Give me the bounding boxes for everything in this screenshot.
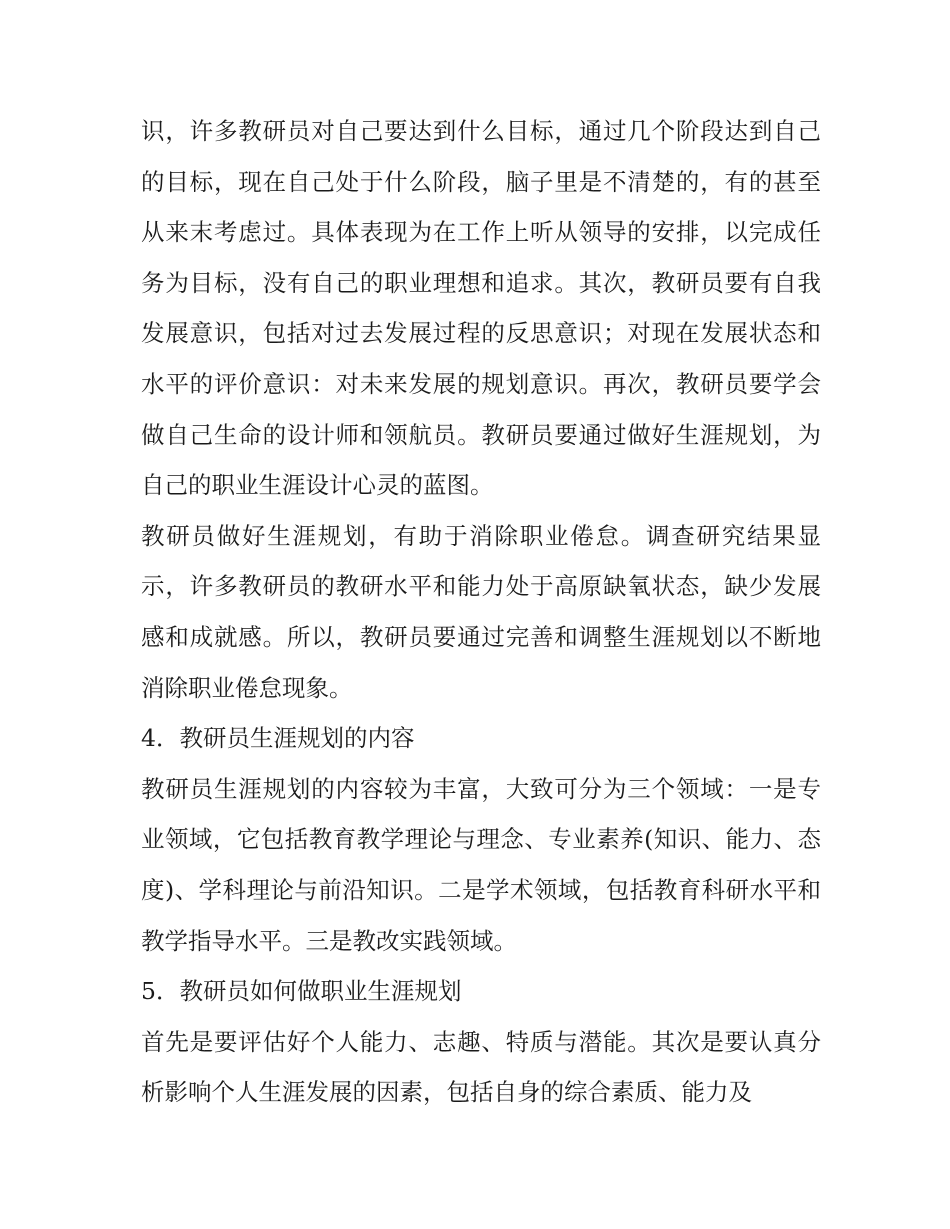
paragraph-burnout: 教研员做好生涯规划，有助于消除职业倦怠。调查研究结果显示，许多教研员的教研水平和能力处于高原缺氧状态，缺少发展感和成就感。所以，教研员要通过完善和调整生涯规划以不断地消除职业倦怠现象。 <box>141 521 821 702</box>
section-heading-5: 5．教研员如何做职业生涯规划 <box>141 977 462 1006</box>
paragraph-planning-content: 教研员生涯规划的内容较为丰富，大致可分为三个领域：一是专业领域，它包括教育教学理论与理念、专业素养(知识、能力、态度)、学科理论与前沿知识。二是学术领域，包括教育科研水平和教学指导水平。三是教改实践领域。 <box>141 774 821 955</box>
section-heading-4: 4．教研员生涯规划的内容 <box>141 724 415 753</box>
paragraph-goal-awareness: 识，许多教研员对自己要达到什么目标，通过几个阶段达到自己的目标，现在自己处于什么阶段，脑子里是不清楚的，有的甚至从来末考虑过。具体表现为在工作上听从领导的安排，以完成任务为目标，没有自己的职业理想和追求。其次，教研员要有自我发展意识，包括对过去发展过程的反思意识；对现在发展状态和水平的评价意识：对未来发展的规划意识。再次，教研员要学会做自己生命的设计师和领航员。教研员要通过做好生涯规划，为自己的职业生涯设计心灵的蓝图。 <box>141 117 821 500</box>
document-body <box>141 106 821 1118</box>
paragraph-how-to-plan: 首先是要评估好个人能力、志趣、特质与潜能。其次是要认真分析影响个人生涯发展的因素，包括自身的综合素质、能力及 <box>141 1027 821 1107</box>
